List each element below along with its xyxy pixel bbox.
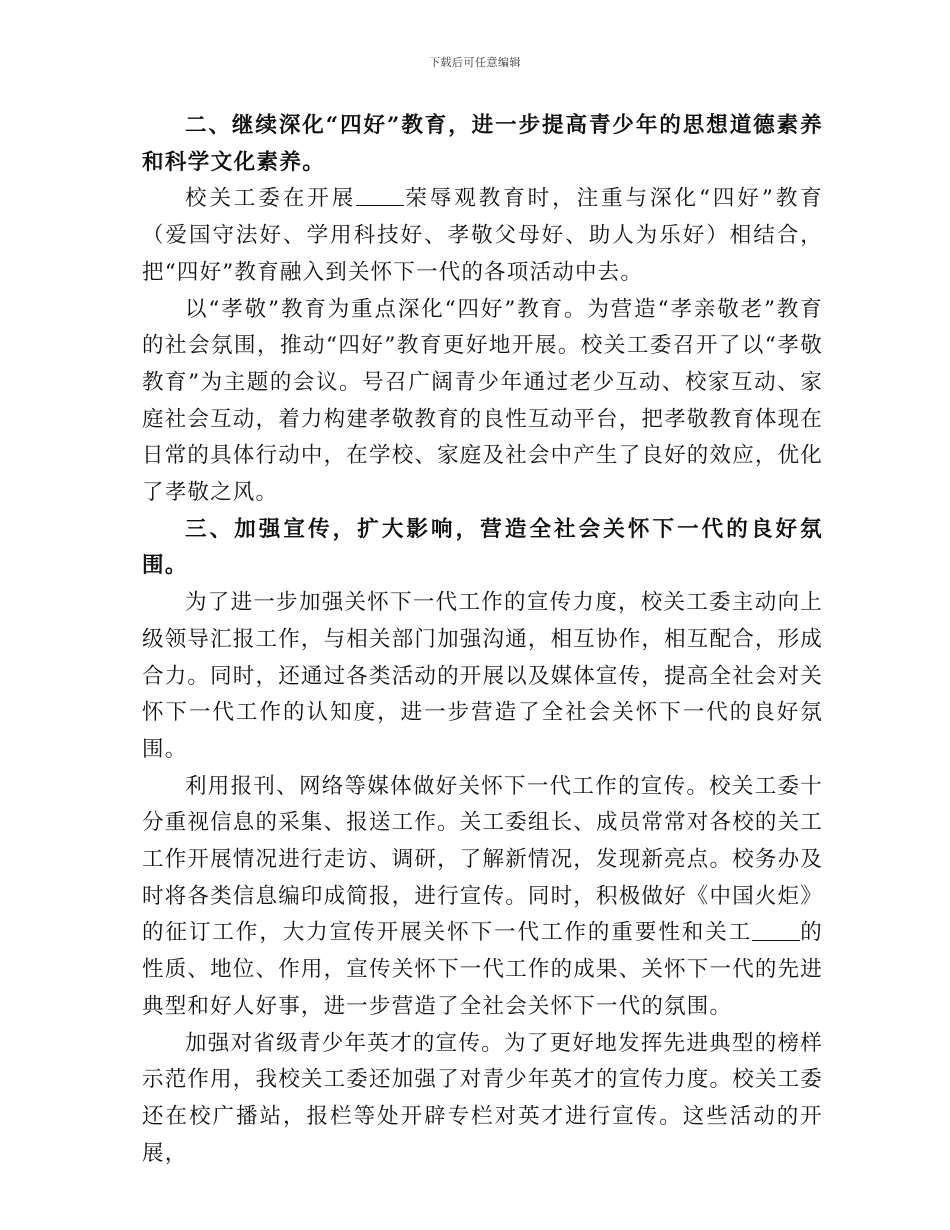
document-body xyxy=(142,108,823,1172)
page-header: 下载后可任意编辑 xyxy=(429,56,521,69)
paragraph-youth-talent: 加强对省级青少年英才的宣传。为了更好地发挥先进典型的榜样示范作用，我校关工委还加强了对青少年英才的宣传力度。校关工委还在校广播站，报栏等处开辟专栏对英才进行宣传。这些活动的开展， xyxy=(142,1030,824,1166)
paragraph-publicity-effort: 为了进一步加强关怀下一代工作的宣传力度，校关工委主动向上级领导汇报工作，与相关部门加强沟通，相互协作，相互配合，形成合力。同时，还通过各类活动的开展以及媒体宣传，提高全社会对关怀下一代工作的认知度，进一步营造了全社会关怀下一代的良好氛围。 xyxy=(142,590,824,762)
section-heading-3: 三、加强宣传，扩大影响，营造全社会关怀下一代的良好氛围。 xyxy=(142,516,823,579)
paragraph-text-before-blank: 利用报刊、网络等媒体做好关怀下一代工作的宣传。校关工委十分重视信息的采集、报送工作。关工委组长、成员常常对各校的关工工作开展情况进行走访、调研，了解新情况，发现新亮点。校务办及时将各类信息编印成简报，进行宣传。同时，积极做好《中国火炬》的征订工作，大力宣传开展关怀下一代工作的重要性和关工 xyxy=(142,773,824,946)
paragraph-text-before-blank: 校关工委在开展 xyxy=(185,186,357,212)
paragraph-honor-education xyxy=(142,181,823,291)
paragraph-text-after-blank: 荣辱观教育时，注重与深化“四好”教育（爱国守法好、学用科技好、孝敬父母好、助人为乐好）相结合，把“四好”教育融入到关怀下一代的各项活动中去。 xyxy=(142,186,823,285)
fill-in-blank xyxy=(356,186,403,206)
paragraph-filial-education: 以“孝敬”教育为重点深化“四好”教育。为营造“孝亲敬老”教育的社会氛围，推动“四好”教育更好地开展。校关工委召开了以“孝敬教育”为主题的会议。号召广阔青少年通过老少互动、校家互动、家庭社会互动，着力构建孝敬教育的良性互动平台，把孝敬教育体现在日常的具体行动中，在学校、家庭及社会中产生了良好的效应，优化了孝敬之风。 xyxy=(142,296,824,506)
fill-in-blank xyxy=(752,920,799,940)
section-heading-2: 二、继续深化“四好”教育，进一步提高青少年的思想道德素养和科学文化素养。 xyxy=(142,113,823,175)
paragraph-media-publicity xyxy=(142,769,823,1026)
paragraph-text-after-blank: 的性质、地位、作用，宣传关怀下一代工作的成果、关怀下一代的先进典型和好人好事，进一步营造了全社会关怀下一代的氛围。 xyxy=(142,920,824,1019)
